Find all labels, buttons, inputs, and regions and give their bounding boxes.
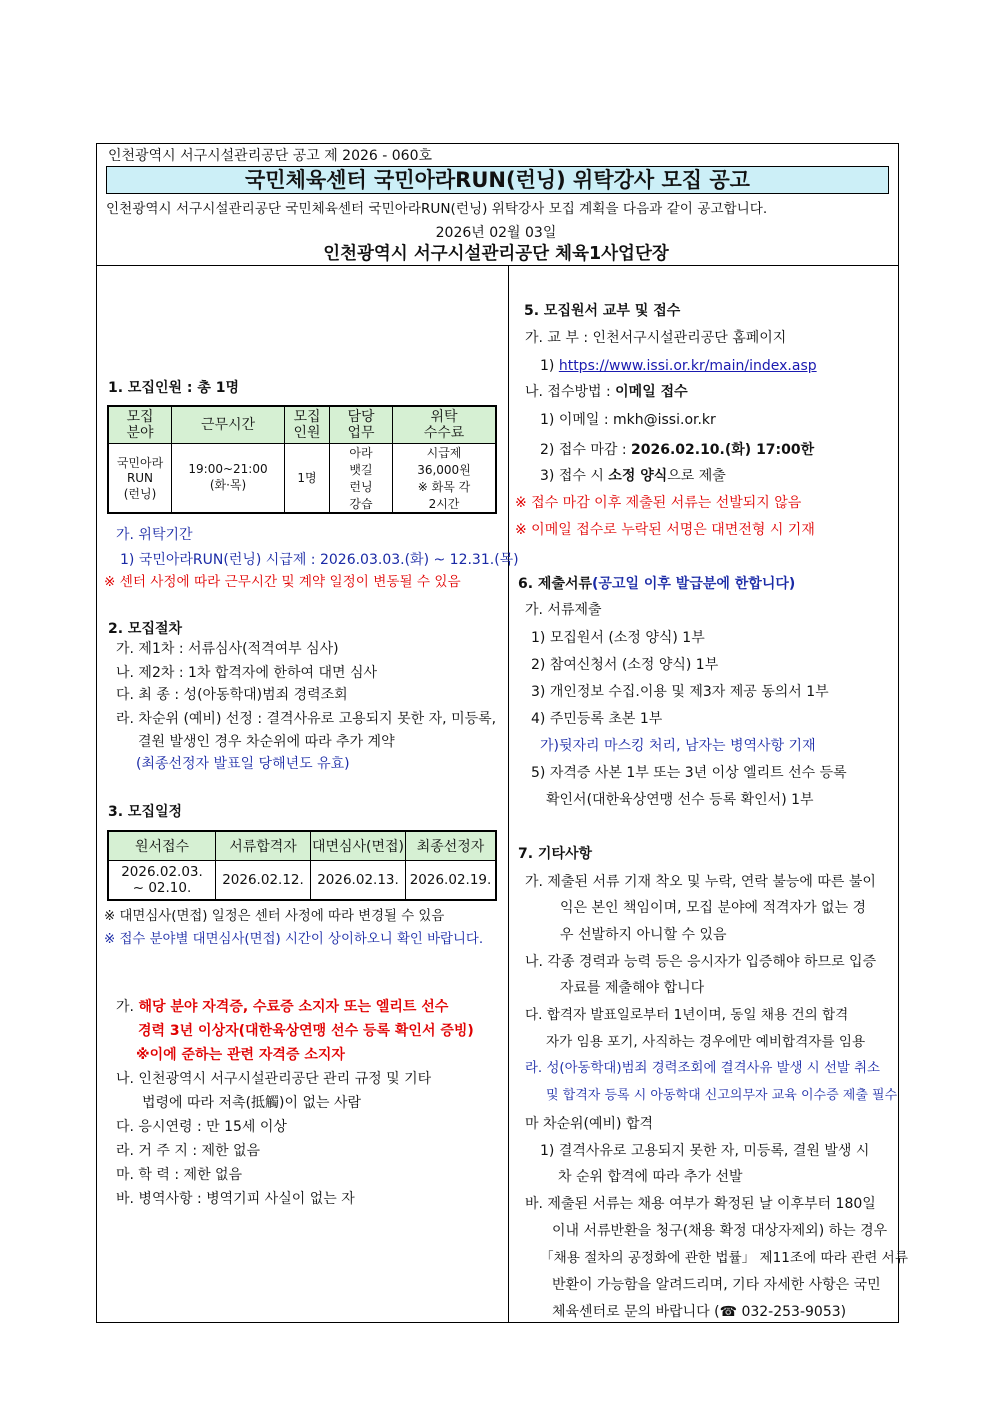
th-doc-pass: 서류합격자 bbox=[216, 831, 311, 861]
s4-line: 법령에 따라 저촉(抵觸)이 없는 사람 bbox=[142, 1095, 362, 1111]
td-apply: 2026.02.03. ~ 02.10. bbox=[108, 861, 216, 901]
th-hours: 근무시간 bbox=[172, 406, 285, 443]
s6-item: 4) 주민등록 초본 1부 bbox=[531, 711, 663, 727]
s6-item: 3) 개인정보 수집.이용 및 제3자 제공 동의서 1부 bbox=[531, 684, 829, 700]
s7-line2: 이내 서류반환을 청구(채용 확정 대상자제외) 하는 경우 bbox=[552, 1223, 888, 1239]
s3-note1: ※ 대면심사(면접) 일정은 센터 사정에 따라 변경될 수 있음 bbox=[104, 909, 445, 924]
s5-form-bold: 소정 양식 bbox=[608, 468, 668, 484]
s7-line: 우 선발하지 아니할 수 있음 bbox=[560, 927, 727, 943]
s4-line: 마. 학 력 : 제한 없음 bbox=[116, 1167, 243, 1183]
td-doc-pass: 2026.02.12. bbox=[216, 861, 311, 901]
s2-heading: 2. 모집절차 bbox=[108, 621, 183, 637]
th-apply: 원서접수 bbox=[108, 831, 216, 861]
s2-line: 다. 최 종 : 성(아동학대)범죄 경력조회 bbox=[116, 687, 348, 703]
s6-item: 2) 참여신청서 (소정 양식) 1부 bbox=[531, 657, 719, 673]
s5-email: 1) 이메일 : mkh@issi.or.kr bbox=[540, 412, 716, 428]
s7-line2: 체육센터로 문의 바랍니다 (☎ 032-253-9053) bbox=[552, 1304, 847, 1320]
td-count: 1명 bbox=[285, 443, 330, 513]
s7-line2: 바. 제출된 서류는 채용 여부가 확정된 날 이후부터 180일 bbox=[525, 1196, 876, 1212]
period-label: 가. 위탁기간 bbox=[116, 527, 193, 543]
s5-url-prefix: 1) bbox=[540, 358, 559, 374]
s2-line: 나. 제2차 : 1차 합격자에 한하여 대면 심사 bbox=[116, 665, 377, 681]
th-field: 모집 분야 bbox=[108, 406, 172, 443]
s5-form-suffix: 으로 제출 bbox=[667, 468, 726, 484]
s5-heading: 5. 모집원서 교부 및 접수 bbox=[524, 303, 681, 319]
s6-mask: 가)뒷자리 마스킹 처리, 남자는 병역사항 기재 bbox=[540, 738, 816, 754]
td-duty: 아라 뱃길 런닝 강습 bbox=[330, 443, 393, 513]
td-fee: 시급제 36,000원 ※ 화목 각 2시간 bbox=[393, 443, 497, 513]
s3-note2: ※ 접수 분야별 대면심사(면접) 시간이 상이하오니 확인 바랍니다. bbox=[104, 932, 484, 947]
s6-sub: 가. 서류제출 bbox=[525, 602, 602, 618]
s5-deadline: 2026.02.10.(화) 17:00한 bbox=[630, 442, 815, 458]
s4-a-line2: 경력 3년 이상자(대한육상연맹 선수 등록 확인서 증빙) bbox=[138, 1023, 474, 1039]
s7-heading: 7. 기타사항 bbox=[518, 846, 593, 862]
s7-line2: 1) 결격사유로 고용되지 못한 자, 미등록, 결원 발생 시 bbox=[540, 1143, 870, 1159]
s6-item: 1) 모집원서 (소정 양식) 1부 bbox=[531, 630, 705, 646]
th-interview: 대면심사(면접) bbox=[311, 831, 406, 861]
td-hours: 19:00~21:00 (화·목) bbox=[172, 443, 285, 513]
recruit-table bbox=[107, 405, 497, 514]
s7-red2: 및 합격자 등록 시 아동학대 신고의무자 교육 이수증 제출 필수 bbox=[546, 1088, 898, 1103]
intro-text: 인천광역시 서구시설관리공단 국민체육센터 국민아라RUN(런닝) 위탁강사 모집 계획을 다음과 같이 공고합니다. bbox=[106, 201, 768, 217]
header-divider bbox=[96, 265, 899, 266]
s6-cert2: 확인서(대한육상연맹 선수 등록 확인서) 1부 bbox=[546, 792, 814, 808]
s4-line: 나. 인천광역시 서구시설관리공단 관리 규정 및 기타 bbox=[116, 1071, 432, 1087]
th-duty: 담당 업무 bbox=[330, 406, 393, 443]
s7-line2: 반환이 가능함을 알려드리며, 기타 자세한 사항은 국민 bbox=[552, 1277, 881, 1293]
td-final: 2026.02.19. bbox=[406, 861, 497, 901]
s7-line: 익은 본인 책임이며, 모집 분야에 적격자가 없는 경 bbox=[560, 900, 867, 916]
page-title: 국민체육센터 국민아라RUN(런닝) 위탁강사 모집 공고 bbox=[106, 166, 889, 194]
td-field: 국민아라 RUN (런닝) bbox=[108, 443, 172, 513]
schedule-table bbox=[107, 830, 497, 901]
th-final: 최종선정자 bbox=[406, 831, 497, 861]
s4-a-line3: ※이에 준하는 관련 자격증 소지자 bbox=[136, 1047, 345, 1063]
s7-line: 다. 합격자 발표일로부터 1년이며, 동일 채용 건의 합격 bbox=[525, 1007, 849, 1023]
s6-cert1: 5) 자격증 사본 1부 또는 3년 이상 엘리트 선수 등록 bbox=[531, 765, 847, 781]
notice-number: 인천광역시 서구시설관리공단 공고 제 2026 - 060호 bbox=[108, 148, 433, 164]
s7-line2: 마 차순위(예비) 합격 bbox=[525, 1116, 654, 1132]
s4-a-line1: 해당 분야 자격증, 수료증 소지자 또는 엘리트 선수 bbox=[138, 999, 449, 1015]
s5-method: 이메일 접수 bbox=[615, 384, 688, 400]
s4-a-prefix: 가. bbox=[116, 999, 134, 1015]
s5-dist: 가. 교 부 : 인천서구시설관리공단 홈페이지 bbox=[525, 330, 787, 346]
s7-line2: 「채용 절차의 공정화에 관한 법률」 제11조에 따라 관련 서류 bbox=[540, 1250, 908, 1266]
s7-line: 자료를 제출해야 합니다 bbox=[560, 980, 705, 996]
s7-line: 가. 제출된 서류 기재 착오 및 누락, 연락 불능에 따른 불이 bbox=[525, 874, 876, 890]
s2-line: 결원 발생인 경우 차순위에 따라 추가 계약 bbox=[138, 734, 395, 750]
s5-note1: ※ 접수 마감 이후 제출된 서류는 선발되지 않음 bbox=[515, 495, 802, 511]
homepage-link[interactable]: https://www.issi.or.kr/main/index.asp bbox=[558, 358, 817, 374]
s2-line: 라. 차순위 (예비) 선정 : 결격사유로 고용되지 못한 자, 미등록, bbox=[116, 711, 497, 727]
s3-heading: 3. 모집일정 bbox=[108, 804, 183, 820]
s2-note: (최종선정자 발표일 당해년도 유효) bbox=[136, 756, 350, 772]
th-count: 모집 인원 bbox=[285, 406, 330, 443]
notice-date: 2026년 02월 03일 bbox=[435, 225, 557, 241]
s2-line: 가. 제1차 : 서류심사(적격여부 심사) bbox=[116, 641, 339, 657]
s7-line: 나. 각종 경력과 능력 등은 응시자가 입증해야 하므로 입증 bbox=[525, 954, 877, 970]
period-item: 1) 국민아라RUN(런닝) 시급제 : 2026.03.03.(화) ~ 12.31.(목) bbox=[120, 552, 519, 568]
s6-heading-prefix: 6. 제출서류 bbox=[518, 576, 593, 592]
s5-method-prefix: 나. 접수방법 : bbox=[525, 384, 616, 400]
s4-line: 라. 거 주 지 : 제한 없음 bbox=[116, 1143, 261, 1159]
s1-note: ※ 센터 사정에 따라 근무시간 및 계약 일정이 변동될 수 있음 bbox=[104, 574, 461, 590]
s6-heading-blue: (공고일 이후 발급분에 한합니다) bbox=[592, 576, 796, 592]
s7-line2: 차 순위 합격에 따라 추가 선발 bbox=[558, 1169, 743, 1185]
s5-form-prefix: 3) 접수 시 bbox=[540, 468, 609, 484]
s4-line: 다. 응시연령 : 만 15세 이상 bbox=[116, 1119, 287, 1135]
column-divider bbox=[508, 265, 509, 1323]
s1-heading: 1. 모집인원 : 총 1명 bbox=[108, 380, 240, 396]
s5-deadline-prefix: 2) 접수 마감 : bbox=[540, 442, 631, 458]
s7-line: 자가 임용 포기, 사직하는 경우에만 예비합격자를 임용 bbox=[546, 1034, 866, 1050]
s5-note2: ※ 이메일 접수로 누락된 서명은 대면전형 시 기재 bbox=[515, 522, 815, 538]
s7-red1: 라. 성(아동학대)범죄 경력조회에 결격사유 발생 시 선발 취소 bbox=[525, 1061, 880, 1076]
th-fee: 위탁 수수료 bbox=[393, 406, 497, 443]
s4-line: 바. 병역사항 : 병역기피 사실이 없는 자 bbox=[116, 1191, 355, 1207]
td-interview: 2026.02.13. bbox=[311, 861, 406, 901]
issuer-org: 인천광역시 서구시설관리공단 체육1사업단장 bbox=[323, 244, 669, 264]
